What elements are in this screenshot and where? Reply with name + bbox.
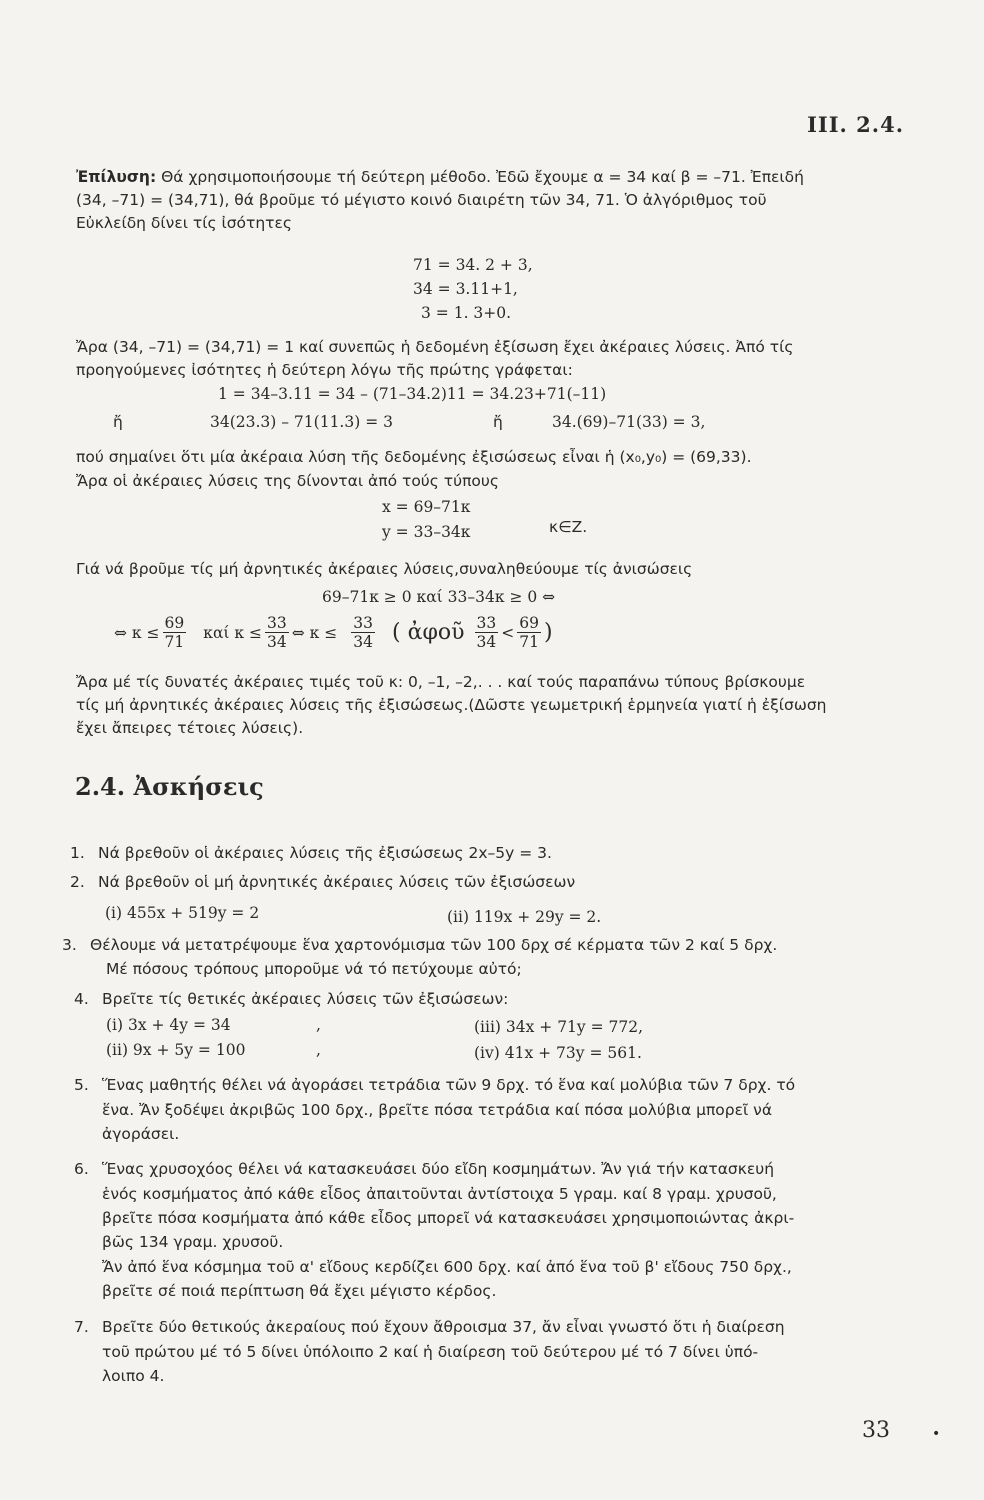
exercise-5 (74, 1074, 795, 1096)
exercise-number: 1. (70, 844, 85, 862)
exercise-number: 7. (74, 1318, 89, 1336)
page-mark: • (932, 1426, 941, 1442)
frac-num: 69 (164, 614, 185, 632)
exercise-2-i: (i) 455x + 519y = 2 (105, 904, 260, 922)
solution-text-8: Γιά νά βροῦμε τίς μή ἀρνητικές ἀκέραιες λύσεις,συναληθεύουμε τίς ἀνισώσεις (76, 560, 693, 578)
fraction-69-71-b (517, 614, 541, 651)
frac-den: 34 (476, 633, 497, 651)
exercise-2 (70, 871, 575, 893)
solution-text-10: τίς μή ἀρνητικές ἀκέραιες λύσεις τῆς ἐξισώσεως.(Δῶστε γεωμετρική ἑρμηνεία γιατί ἡ ἐξίσωση (76, 696, 827, 714)
exercise-4-comma-1: , (316, 1016, 321, 1034)
exercise-text: Ἕνας χρυσοχόος θέλει νά κατασκευάσει δύο εἴδη κοσμημάτων. Ἄν γιά τήν κατασκευή (102, 1160, 775, 1178)
section-title: 2.4. Ἀσκήσεις (75, 772, 264, 801)
exercise-3 (62, 934, 777, 956)
exercise-text: Νά βρεθοῦν οἱ ἀκέραιες λύσεις τῆς ἐξισώσεως 2x–5y = 3. (98, 844, 552, 862)
solution-line-1 (76, 166, 804, 188)
kappa-in-z: κ∈Z. (549, 518, 588, 536)
equation-6: x = 69–71κ (382, 498, 471, 516)
exercise-4-iv: (iv) 41x + 73y = 561. (474, 1044, 642, 1062)
exercise-5-line-2: ἕνα. Ἄν ξοδέψει ἀκριβῶς 100 δρχ., βρεῖτε πόσα τετράδια καί πόσα μολύβια μπορεῖ νά (102, 1101, 773, 1119)
exercise-6-line-5: Ἄν ἀπό ἕνα κόσμημα τοῦ α' εἴδους κερδίζει 600 δρχ. καί ἀπό ἕνα τοῦ β' εἴδους 750 δρχ., (102, 1258, 792, 1276)
solution-text-5: προηγούμενες ἰσότητες ἡ δεύτερη λόγω τῆς πρώτης γράφεται: (76, 361, 573, 379)
exercise-number: 3. (62, 936, 77, 954)
solution-text-7: Ἄρα οἱ ἀκέραιες λύσεις της δίνονται ἀπό τούς τύπους (76, 472, 499, 490)
frac-den: 34 (267, 633, 287, 651)
solution-text-6: πού σημαίνει ὅτι μία ἀκέραια λύση τῆς δεδομένης ἐξισώσεως εἶναι ἡ (x₀,y₀) = (69,33). (76, 448, 752, 466)
equation-5b: 34.(69)–71(33) = 3, (552, 413, 706, 431)
exercise-7-line-2: τοῦ πρώτου μέ τό 5 δίνει ὑπόλοιπο 2 καί ἡ διαίρεση τοῦ δεύτερου μέ τό 7 δίνει ὑπό- (102, 1343, 759, 1361)
exercise-4-comma-2: , (316, 1041, 321, 1059)
equation-3: 3 = 1. 3+0. (421, 304, 512, 322)
solution-text-11: ἔχει ἄπειρες τέτοιες λύσεις). (76, 719, 304, 737)
exercise-text: Θέλουμε νά μετατρέψουμε ἕνα χαρτονόμισμα τῶν 100 δρχ σέ κέρματα τῶν 2 καί 5 δρχ. (90, 936, 778, 954)
exercise-6 (74, 1158, 774, 1180)
frac-den: 71 (519, 633, 539, 651)
less-than: < (501, 623, 515, 642)
exercise-6-line-6: βρεῖτε σέ ποιά περίπτωση θά ἔχει μέγιστο κέρδος. (102, 1282, 497, 1300)
ineq2-mid2: ⇔ κ ≤ (291, 623, 338, 642)
exercise-2-ii: (ii) 119x + 29y = 2. (447, 908, 602, 926)
page-number: 33 (862, 1418, 890, 1443)
frac-den: 71 (164, 633, 185, 651)
exercise-6-line-4: βῶς 134 γραμ. χρυσοῦ. (102, 1233, 284, 1251)
exercise-number: 5. (74, 1076, 89, 1094)
ineq2-pre: ⇔ κ ≤ (114, 623, 160, 642)
section-reference: III. 2.4. (807, 112, 904, 137)
exercise-1 (70, 842, 552, 864)
frac-num: 33 (353, 614, 374, 632)
or-word-1: ἤ (113, 413, 123, 431)
solution-intro-3: Εὐκλείδη δίνει τίς ἰσότητες (76, 214, 292, 232)
exercise-3-line-2: Μέ πόσους τρόπους μποροῦμε νά τό πετύχουμε αὐτό; (106, 960, 522, 978)
equation-4: 1 = 34–3.11 = 34 – (71–34.2)11 = 34.23+71(–11) (218, 385, 607, 403)
exercise-5-line-3: ἀγοράσει. (102, 1125, 180, 1143)
frac-num: 33 (267, 614, 287, 632)
equation-7: y = 33–34κ (382, 523, 471, 541)
ineq2-mid: καί κ ≤ (203, 623, 263, 642)
equation-1: 71 = 34. 2 + 3, (413, 256, 533, 274)
exercise-number: 6. (74, 1160, 89, 1178)
inequality-2 (114, 614, 553, 651)
exercise-4-i: (i) 3x + 4y = 34 (106, 1016, 231, 1034)
exercise-7-line-3: λοιπο 4. (102, 1367, 165, 1385)
exercise-7 (74, 1316, 785, 1338)
ineq2-close: ) (543, 619, 553, 645)
or-word-2: ἤ (493, 413, 503, 431)
exercise-4-iii: (iii) 34x + 71y = 772, (474, 1018, 644, 1036)
equation-5a: 34(23.3) – 71(11.3) = 3 (210, 413, 393, 431)
equation-2: 34 = 3.11+1, (413, 280, 518, 298)
frac-num: 33 (476, 614, 497, 632)
solution-text-9: Ἄρα μέ τίς δυνατές ἀκέραιες τιμές τοῦ κ: 0, –1, –2,. . . καί τούς παραπάνω τύπους βρίσκουμε (76, 673, 806, 691)
frac-num: 69 (519, 614, 539, 632)
exercise-text: Ἕνας μαθητής θέλει νά ἀγοράσει τετράδια τῶν 9 δρχ. τό ἕνα καί μολύβια τῶν 7 δρχ. τό (102, 1076, 796, 1094)
solution-intro-1: Θά χρησιμοποιήσουμε τή δεύτερη μέθοδο. Ἐδῶ ἔχουμε α = 34 καί β = –71. Ἐπειδή (161, 168, 804, 186)
exercise-text: Νά βρεθοῦν οἱ μή ἀρνητικές ἀκέραιες λύσεις τῶν ἐξισώσεων (98, 873, 576, 891)
fraction-33-34-c (475, 614, 499, 651)
exercise-6-line-3: βρεῖτε πόσα κοσμήματα ἀπό κάθε εἶδος μπορεῖ νά κατασκευάσει χρησιμοποιώντας ἀκρι- (102, 1209, 795, 1227)
solution-text-4: Ἄρα (34, –71) = (34,71) = 1 καί συνεπῶς ἡ δεδομένη ἐξίσωση ἔχει ἀκέραιες λύσεις. Ἀπό τίς (76, 338, 794, 356)
fraction-33-34-b (351, 614, 375, 651)
exercise-4-ii: (ii) 9x + 5y = 100 (106, 1041, 246, 1059)
fraction-69-71 (163, 614, 187, 651)
fraction-33-34-a (265, 614, 289, 651)
exercise-number: 2. (70, 873, 85, 891)
inequality-1: 69–71κ ≥ 0 καί 33–34κ ≥ 0 ⇔ (322, 588, 556, 606)
exercise-number: 4. (74, 990, 89, 1008)
exercise-6-line-2: ἑνός κοσμήματος ἀπό κάθε εἶδος ἀπαιτοῦνται ἀντίστοιχα 5 γραμ. καί 8 γραμ. χρυσοῦ, (102, 1185, 777, 1203)
exercise-4 (74, 988, 508, 1010)
frac-den: 34 (353, 633, 374, 651)
exercise-text: Βρεῖτε δύο θετικούς ἀκεραίους πού ἔχουν ἄθροισμα 37, ἄν εἶναι γνωστό ὅτι ἡ διαίρεση (102, 1318, 785, 1336)
exercise-text: Βρεῖτε τίς θετικές ἀκέραιες λύσεις τῶν ἐξισώσεων: (102, 990, 509, 1008)
solution-intro-2: (34, –71) = (34,71), θά βροῦμε τό μέγιστο κοινό διαιρέτη τῶν 34, 71. Ὁ ἀλγόριθμος τοῦ (76, 191, 767, 209)
solution-label: Ἐπίλυση: (76, 168, 157, 186)
ineq2-paren: ( ἀφοῦ (392, 619, 465, 645)
